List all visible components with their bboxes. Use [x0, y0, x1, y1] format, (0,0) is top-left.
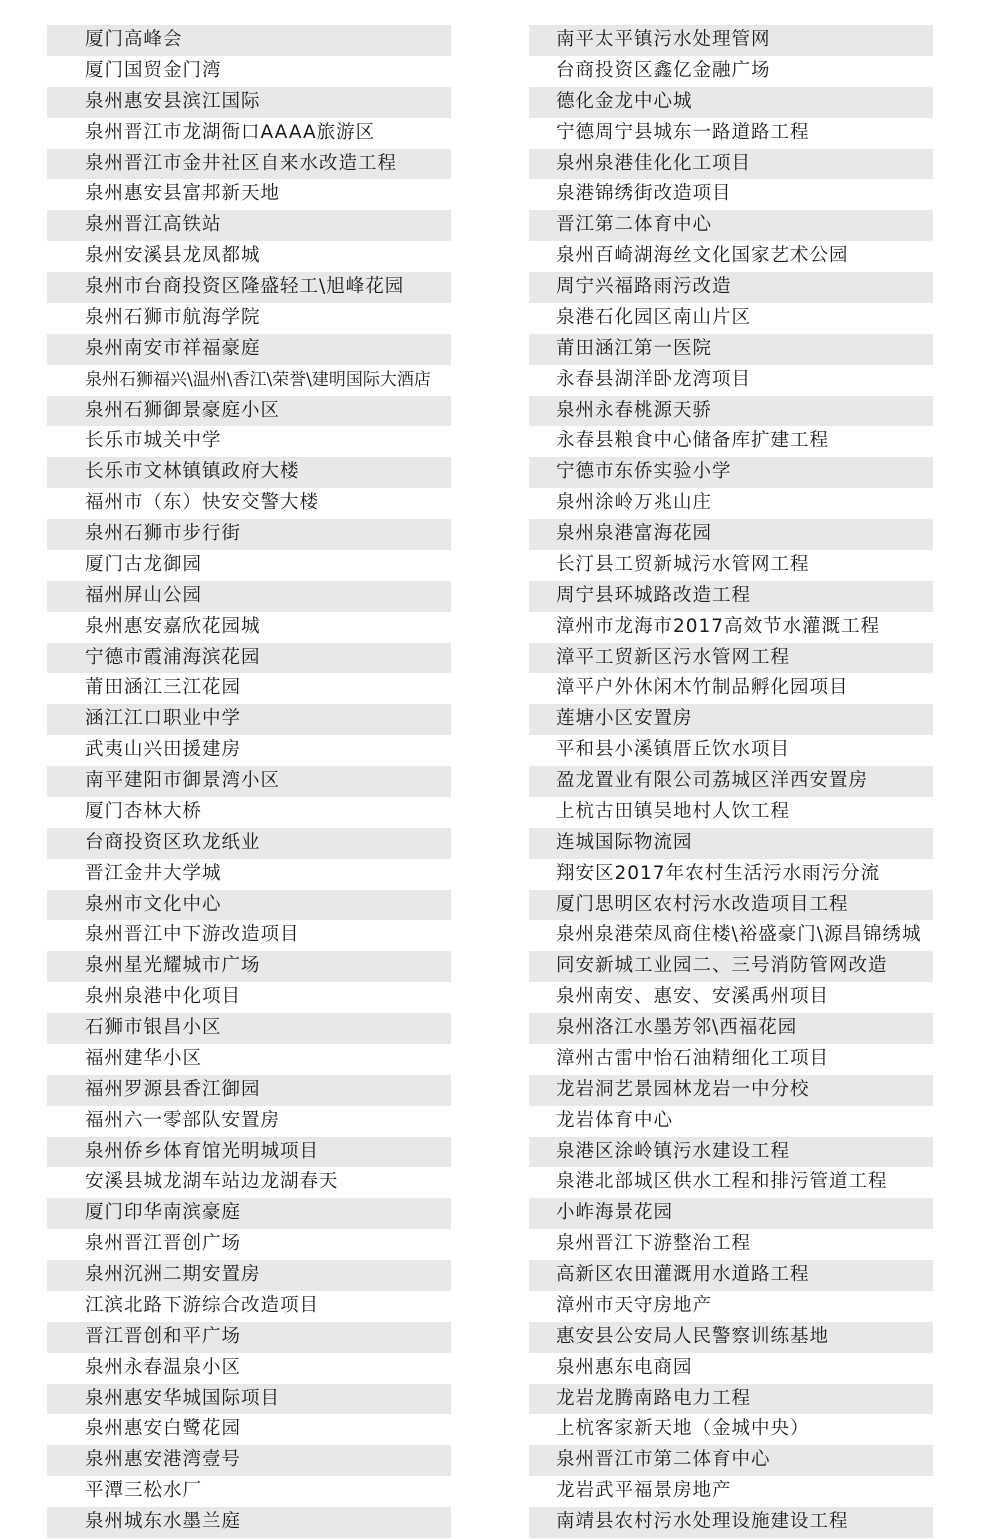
- project-row-right: 南平太平镇污水处理管网: [529, 25, 933, 56]
- project-row-right: 上杭客家新天地（金城中央）: [529, 1414, 933, 1445]
- project-row-right: 漳平户外休闲木竹制品孵化园项目: [529, 673, 933, 704]
- project-row-left: 泉州侨乡体育馆光明城项目: [47, 1137, 451, 1168]
- project-row-left: 泉州市文化中心: [47, 890, 451, 921]
- project-row-right: 泉州泉港佳化化工项目: [529, 149, 933, 180]
- project-row-left: 泉州永春温泉小区: [47, 1353, 451, 1384]
- project-row-left: 泉州安溪县龙凤都城: [47, 241, 451, 272]
- project-row-right: 翔安区2017年农村生活污水雨污分流: [529, 859, 933, 890]
- project-row-left: 泉州惠安白鹭花园: [47, 1414, 451, 1445]
- project-row-left: 台商投资区玖龙纸业: [47, 828, 451, 859]
- project-row-right: 龙岩洞艺景园林龙岩一中分校: [529, 1075, 933, 1106]
- project-row-right: 泉港区涂岭镇污水建设工程: [529, 1137, 933, 1168]
- project-row-right: 泉州惠东电商园: [529, 1353, 933, 1384]
- project-row-left: 厦门杏林大桥: [47, 797, 451, 828]
- project-row-right: 晋江第二体育中心: [529, 210, 933, 241]
- project-row-left: 福州屏山公园: [47, 581, 451, 612]
- project-row-right: 高新区农田灌溉用水道路工程: [529, 1260, 933, 1291]
- project-row-left: 晋江晋创和平广场: [47, 1322, 451, 1353]
- project-row-left: 安溪县城龙湖车站边龙湖春天: [47, 1167, 451, 1198]
- project-row-left: 泉州石狮福兴\温州\香江\荣誉\建明国际大酒店: [47, 365, 451, 396]
- project-row-right: 漳州市龙海市2017高效节水灌溉工程: [529, 612, 933, 643]
- project-row-left: 泉州星光耀城市广场: [47, 951, 451, 982]
- project-row-left: 福州罗源县香江御园: [47, 1075, 451, 1106]
- project-row-right: 漳平工贸新区污水管网工程: [529, 643, 933, 674]
- project-row-right: 永春县粮食中心储备库扩建工程: [529, 426, 933, 457]
- project-row-right: 泉州南安、惠安、安溪禹州项目: [529, 982, 933, 1013]
- project-row-right: 永春县湖洋卧龙湾项目: [529, 365, 933, 396]
- project-row-right: 漳州市天守房地产: [529, 1291, 933, 1322]
- project-row-left: 长乐市城关中学: [47, 426, 451, 457]
- project-row-right: 连城国际物流园: [529, 828, 933, 859]
- project-row-right: 盈龙置业有限公司荔城区洋西安置房: [529, 766, 933, 797]
- project-row-right: 泉州洛江水墨芳邻\西福花园: [529, 1013, 933, 1044]
- project-row-left: 福州六一零部队安置房: [47, 1106, 451, 1137]
- project-row-right: 惠安县公安局人民警察训练基地: [529, 1322, 933, 1353]
- project-row-left: 厦门高峰会: [47, 25, 451, 56]
- project-row-left: 泉州石狮市步行街: [47, 519, 451, 550]
- project-row-left: 泉州晋江晋创广场: [47, 1229, 451, 1260]
- project-row-right: 宁德周宁县城东一路道路工程: [529, 118, 933, 149]
- project-row-right: 泉港锦绣街改造项目: [529, 179, 933, 210]
- project-row-left: 泉州石狮御景豪庭小区: [47, 396, 451, 427]
- project-row-left: 泉州惠安华城国际项目: [47, 1384, 451, 1415]
- project-row-left: 泉州市台商投资区隆盛轻工\旭峰花园: [47, 272, 451, 303]
- project-row-left: 泉州沉洲二期安置房: [47, 1260, 451, 1291]
- project-row-right: 漳州古雷中怡石油精细化工项目: [529, 1044, 933, 1075]
- project-row-right: 泉州晋江下游整治工程: [529, 1229, 933, 1260]
- project-row-left: 泉州晋江市金井社区自来水改造工程: [47, 149, 451, 180]
- project-row-right: 泉州永春桃源天骄: [529, 396, 933, 427]
- project-row-left: 泉州石狮市航海学院: [47, 303, 451, 334]
- project-row-right: 龙岩体育中心: [529, 1106, 933, 1137]
- project-row-left: 宁德市霞浦海滨花园: [47, 643, 451, 674]
- project-row-left: 涵江江口职业中学: [47, 704, 451, 735]
- project-row-right: 泉港北部城区供水工程和排污管道工程: [529, 1167, 933, 1198]
- project-row-left: 泉州惠安嘉欣花园城: [47, 612, 451, 643]
- project-row-left: 厦门国贸金门湾: [47, 56, 451, 87]
- project-row-right: 泉港石化园区南山片区: [529, 303, 933, 334]
- project-row-right: 莲塘小区安置房: [529, 704, 933, 735]
- project-row-right: 德化金龙中心城: [529, 87, 933, 118]
- project-row-right: 泉州涂岭万兆山庄: [529, 488, 933, 519]
- project-row-right: 龙岩武平福景房地产: [529, 1476, 933, 1507]
- project-row-left: 泉州晋江中下游改造项目: [47, 920, 451, 951]
- project-row-right: 泉州泉港荣凤商住楼\裕盛豪门\源昌锦绣城: [529, 920, 933, 951]
- project-row-right: 周宁兴福路雨污改造: [529, 272, 933, 303]
- project-row-right: 小岞海景花园: [529, 1198, 933, 1229]
- project-row-left: 泉州惠安县富邦新天地: [47, 179, 451, 210]
- project-list-left: [47, 25, 451, 1538]
- project-list-right: [529, 25, 933, 1538]
- project-row-right: 龙岩龙腾南路电力工程: [529, 1384, 933, 1415]
- project-row-right: 平和县小溪镇厝丘饮水项目: [529, 735, 933, 766]
- project-row-right: 莆田涵江第一医院: [529, 334, 933, 365]
- project-row-left: 晋江金井大学城: [47, 859, 451, 890]
- project-row-right: 南靖县农村污水处理设施建设工程: [529, 1507, 933, 1538]
- project-row-right: 同安新城工业园二、三号消防管网改造: [529, 951, 933, 982]
- project-row-right: 上杭古田镇吴地村人饮工程: [529, 797, 933, 828]
- project-row-left: 平潭三松水厂: [47, 1476, 451, 1507]
- project-row-left: 泉州城东水墨兰庭: [47, 1507, 451, 1538]
- project-row-left: 福州建华小区: [47, 1044, 451, 1075]
- project-row-right: 长汀县工贸新城污水管网工程: [529, 550, 933, 581]
- project-row-left: 长乐市文林镇镇政府大楼: [47, 457, 451, 488]
- project-row-left: 厦门古龙御园: [47, 550, 451, 581]
- project-row-left: 泉州泉港中化项目: [47, 982, 451, 1013]
- project-row-left: 泉州晋江高铁站: [47, 210, 451, 241]
- project-row-left: 福州市（东）快安交警大楼: [47, 488, 451, 519]
- project-row-left: 武夷山兴田援建房: [47, 735, 451, 766]
- project-row-left: 石狮市银昌小区: [47, 1013, 451, 1044]
- project-row-left: 泉州南安市祥福豪庭: [47, 334, 451, 365]
- project-row-left: 江滨北路下游综合改造项目: [47, 1291, 451, 1322]
- project-row-right: 宁德市东侨实验小学: [529, 457, 933, 488]
- project-row-right: 泉州晋江市第二体育中心: [529, 1445, 933, 1476]
- project-row-left: 南平建阳市御景湾小区: [47, 766, 451, 797]
- project-row-right: 厦门思明区农村污水改造项目工程: [529, 890, 933, 921]
- project-row-left: 泉州惠安县滨江国际: [47, 87, 451, 118]
- project-row-right: 周宁县环城路改造工程: [529, 581, 933, 612]
- project-row-right: 泉州百崎湖海丝文化国家艺术公园: [529, 241, 933, 272]
- project-row-left: 莆田涵江三江花园: [47, 673, 451, 704]
- project-row-left: 厦门印华南滨豪庭: [47, 1198, 451, 1229]
- project-row-left: 泉州惠安港湾壹号: [47, 1445, 451, 1476]
- project-row-right: 台商投资区鑫亿金融广场: [529, 56, 933, 87]
- project-row-right: 泉州泉港富海花园: [529, 519, 933, 550]
- project-row-left: 泉州晋江市龙湖衙口AAAA旅游区: [47, 118, 451, 149]
